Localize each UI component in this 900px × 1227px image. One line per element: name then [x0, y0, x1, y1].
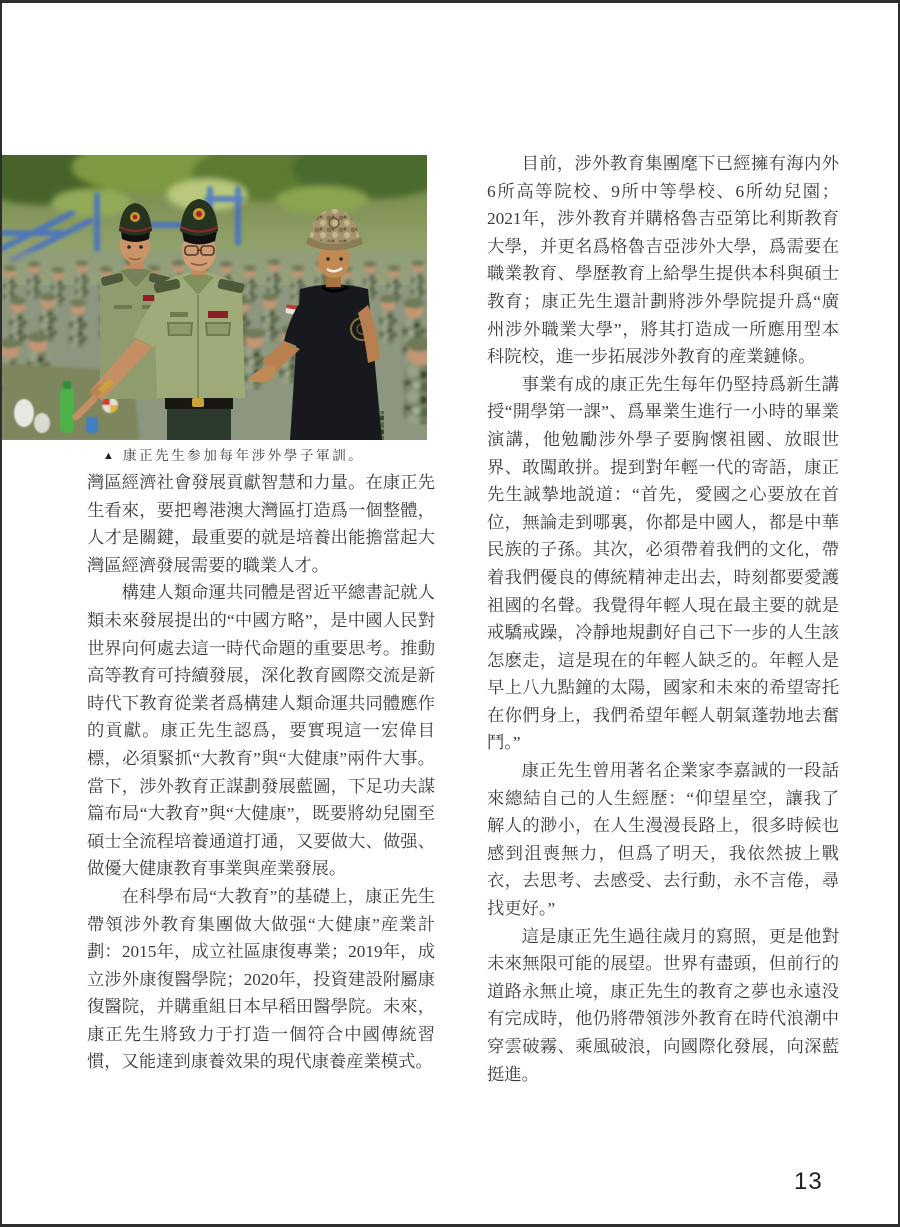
- caption-text: 康正先生参加每年涉外學子軍訓。: [122, 448, 365, 463]
- military-training-photo: [2, 155, 427, 440]
- caption-triangle-icon: ▲: [103, 450, 114, 462]
- right-column: [487, 150, 839, 1088]
- photo-caption: [103, 444, 433, 464]
- paragraph: 康正先生曾用著名企業家李嘉誠的一段話來總結自己的人生經歷：“仰望星空，讓我了解人的渺小，在人生漫漫長路上，很多時候也感到沮喪無力，但爲了明天，我依然披上戰衣，去思考、去感受、去行動，永不言倦，尋找更好。”: [487, 761, 839, 919]
- left-column: [87, 469, 435, 1076]
- paragraph: 目前，涉外教育集團麾下已經擁有海内外6所高等院校、9所中等學校、6所幼兒園；2021年，涉外教育并購格魯吉亞第比利斯教育大學，并更名爲格魯吉亞涉外大學，爲需要在職業教育、學歷教育上給學生提供本科與碩士教育；康正先生還計劃將涉外學院提升爲“廣州涉外職業大學”，將其打造成一所應用型本科院校，進一步拓展涉外教育的産業鏈條。: [487, 154, 839, 367]
- paragraph: 構建人類命運共同體是習近平總書記就人類未來發展提出的“中國方略”，是中國人民對世界向何處去這一時代命題的重要思考。推動高等教育可持續發展，深化教育國際交流是新時代下教育從業者爲構建人類命運共同體應作的貢獻。康正先生認爲，要實現這一宏偉目標，必須緊抓“大教育”與“大健康”兩件大事。當下，涉外教育正謀劃發展藍圖，下足功夫謀篇布局“大教育”與“大健康”，既要將幼兒園至碩士全流程培養通道打通，又要做大、做强、做優大健康教育事業與産業發展。: [87, 583, 435, 879]
- paragraph: 這是康正先生過往歲月的寫照，更是他對未來無限可能的展望。世界有盡頭，但前行的道路永無止境，康正先生的教育之夢也永遠没有完成時，他仍將帶領涉外教育在時代浪潮中穿雲破霧、乘風破浪，向國際化發展，向深藍挺進。: [487, 926, 839, 1084]
- paragraph: 灣區經濟社會發展貢獻智慧和力量。在康正先生看來，要把粵港澳大灣區打造爲一個整體，人才是關鍵，最重要的就是培養出能擔當起大灣區經濟發展需要的職業人才。: [87, 473, 435, 575]
- page-number: 13: [794, 1168, 823, 1195]
- photo-illustration: [2, 155, 427, 440]
- paragraph: 事業有成的康正先生每年仍堅持爲新生講授“開學第一課”、爲畢業生進行一小時的畢業演講，他勉勵涉外學子要胸懷祖國、放眼世界、敢闖敢拼。提到對年輕一代的寄語，康正先生誠摯地説道：“首先，愛國之心要放在首位，無論走到哪裏，你都是中國人，都是中華民族的子孫。其次，必須帶着我們的文化，帶着我們優良的傳統精神走出去，時刻都要愛護祖國的名聲。我覺得年輕人現在最主要的就是戒驕戒躁，冷靜地規劃好自己下一步的人生該怎麽走，這是現在的年輕人缺乏的。年輕人是早上八九點鐘的太陽，國家和未來的希望寄托在你們身上，我們希望年輕人朝氣蓬勃地去奮鬥。”: [487, 374, 839, 753]
- paragraph: 在科學布局“大教育”的基礎上，康正先生帶領涉外教育集團做大做强“大健康”産業計劃：2015年，成立社區康復專業；2019年，成立涉外康復醫學院；2020年，投資建設附屬康復醫院，并購重組日本早稻田醫學院。未來，康正先生將致力于打造一個符合中國傳統習慣，又能達到康養效果的現代康養産業模式。: [87, 886, 435, 1072]
